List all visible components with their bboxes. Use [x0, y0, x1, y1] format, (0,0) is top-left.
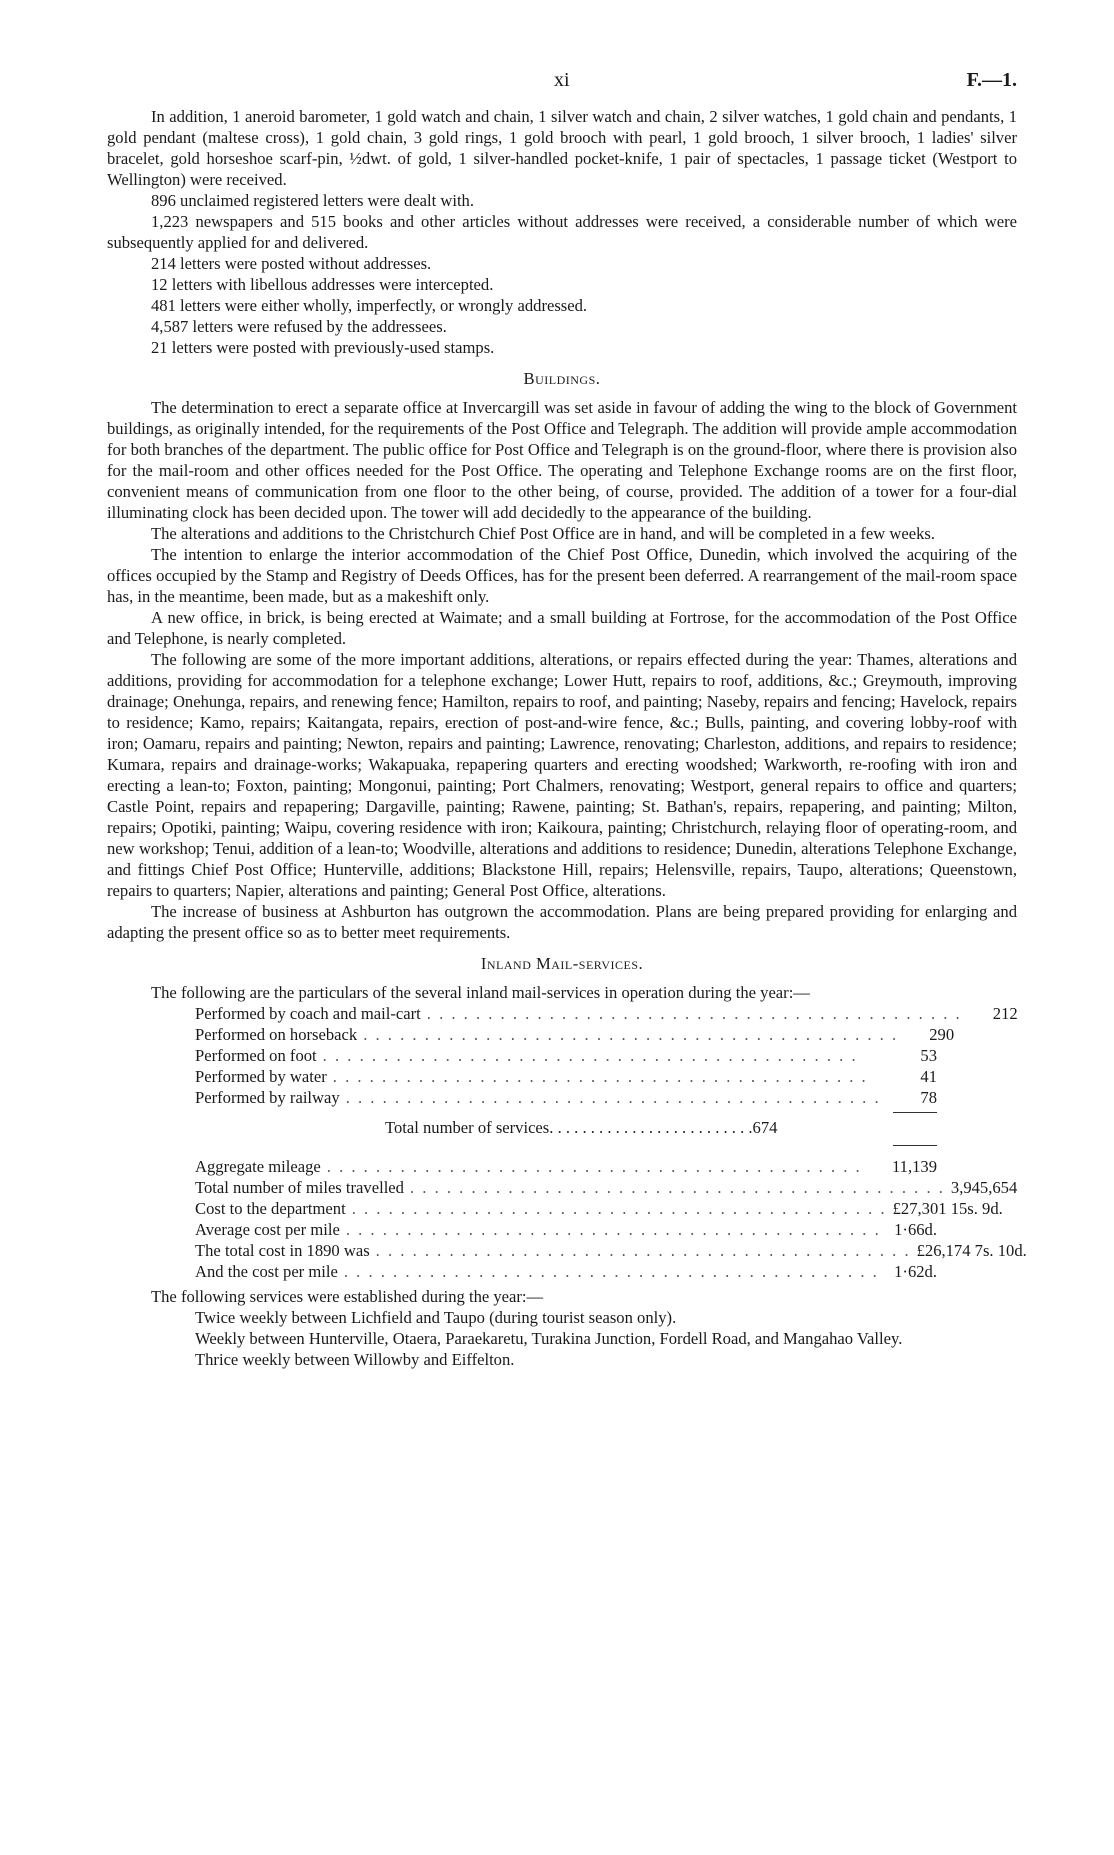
sum-rule [893, 1112, 937, 1113]
inland-intro: The following are the particulars of the several inland mail-services in operation during the year:— [151, 983, 810, 1002]
page-number: xi [554, 69, 570, 91]
buildings-paragraph: A new office, in brick, is being erected at Waimate; and a small building at Fortrose, for the accommodation of the Post Office and Telephone, is nearly completed. [107, 608, 1017, 648]
established-service: Twice weekly between Lichfield and Taupo (during tourist season only). [195, 1308, 677, 1327]
inland-heading: Inland Mail-services. [480, 954, 644, 973]
stat-row: And the cost per mile . . . . . . . . . . . . . . . . . . . . . . . . . . . . . . . . . . . . . . . . . . . . 1·62d. [195, 1262, 937, 1281]
intro-line: 4,587 letters were refused by the addressees. [151, 317, 447, 336]
established-intro: The following services were established during the year:— [151, 1287, 544, 1306]
buildings-paragraph: The following are some of the more important additions, alterations, or repairs effected during the year: Thames, alterations and additions, providing for accommodation for a telephone exchange; Lower Hutt, repairs to roof, additions, &c.; Greymouth, improving drainage; Onehunga, repairs, and renewing fence; Hamilton, repairs to roof, and painting; Naseby, repairs and fencing; Havelock, repairs to residence; Kamo, repairs; Kaitangata, repairs, erection of post-and-wire fence, &c.; Bulls, painting, and covering lobby-roof with iron; Oamaru, repairs and painting; Newton, repairs and painting; Lawrence, renovating; Charleston, additions, and repairs to residence; Kumara, repairs and drainage-works; Wakapuaka, repapering quarters and erecting woodshed; Warkworth, re-roofing with iron and erecting a lean-to; Foxton, painting; Mongonui, painting; Port Chalmers, renovating; Westport, general repairs to office and quarters; Castle Point, repairs and repapering; Dargaville, painting; Rawene, painting; St. Bathan's, repairs, repapering, and painting; Milton, repairs; Opotiki, painting; Waipu, covering residence with iron; Kaikoura, painting; Christchurch, relaying floor of operating-room, and new workshop; Tenui, addition of a lean-to; Woodville, alterations and additions to residence; Dunedin, alterations Telephone Exchange, and fittings Chief Post Office; Hunterville, additions; Blackstone Hill, repairs; Helensville, repairs, Taupo, alterations; Queenstown, repairs to quarters; Napier, alterations and painting; General Post Office, alterations. [107, 650, 1017, 900]
buildings-paragraph: The increase of business at Ashburton has outgrown the accommodation. Plans are being prepared providing for enlarging and adapting the present office so as to better meet requirements. [107, 902, 1017, 942]
service-row: Performed on horseback . . . . . . . . . . . . . . . . . . . . . . . . . . . . . . . . . . . . . . . . . . . . 290 [195, 1025, 955, 1044]
document-reference: F.—1. [966, 69, 1017, 91]
sum-rule [893, 1145, 937, 1146]
buildings-paragraph: The intention to enlarge the interior accommodation of the Chief Post Office, Dunedin, which involved the acquiring of the offices occupied by the Stamp and Registry of Deeds Offices, has for the present been deferred. A rearrangement of the mail-room space has, in the meantime, been made, but as a makeshift only. [107, 545, 1017, 606]
intro-line: 481 letters were either wholly, imperfectly, or wrongly addressed. [151, 296, 588, 315]
stat-row: Total number of miles travelled . . . . . . . . . . . . . . . . . . . . . . . . . . . . . . . . . . . . . . . . . . . . 3,945,654 [195, 1178, 1018, 1197]
buildings-heading: Buildings. [523, 369, 601, 388]
intro-paragraph: 1,223 newspapers and 515 books and other articles without addresses were received, a considerable number of which were subsequently applied for and delivered. [107, 212, 1017, 252]
stat-row: Cost to the department . . . . . . . . . . . . . . . . . . . . . . . . . . . . . . . . . . . . . . . . . . . . £27,301 15s. 9d. [195, 1199, 1003, 1218]
established-service: Thrice weekly between Willowby and Eiffelton. [195, 1350, 515, 1369]
intro-line: 12 letters with libellous addresses were intercepted. [151, 275, 494, 294]
intro-line: 21 letters were posted with previously-used stamps. [151, 338, 495, 357]
stat-row: Aggregate mileage . . . . . . . . . . . . . . . . . . . . . . . . . . . . . . . . . . . . . . . . . . . . 11,139 [195, 1157, 937, 1176]
total-row: Total number of services . . . . . . . . . . . . . . . . . . . . . . . . . 674 [385, 1118, 778, 1137]
stat-row: The total cost in 1890 was . . . . . . . . . . . . . . . . . . . . . . . . . . . . . . . . . . . . . . . . . . . . £26,174 7s. 10d. [195, 1241, 1027, 1260]
service-row: Performed on foot . . . . . . . . . . . . . . . . . . . . . . . . . . . . . . . . . . . . . . . . . . . . 53 [195, 1046, 937, 1065]
intro-line: 896 unclaimed registered letters were dealt with. [151, 191, 474, 210]
service-row: Performed by water . . . . . . . . . . . . . . . . . . . . . . . . . . . . . . . . . . . . . . . . . . . . 41 [195, 1067, 937, 1086]
services-table [195, 1003, 1027, 1282]
intro-paragraph: In addition, 1 aneroid barometer, 1 gold watch and chain, 1 silver watch and chain, 2 silver watches, 1 gold chain and pendants, 1 gold pendant (maltese cross), 1 gold chain, 3 gold rings, 1 gold brooch with pearl, 1 gold brooch, 1 silver brooch, 1 ladies' silver bracelet, gold horseshoe scarf-pin, ½dwt. of gold, 1 silver-handled pocket-knife, 1 pair of spectacles, 1 passage ticket (Westport to Wellington) were received. [107, 107, 1017, 189]
established-service: Weekly between Hunterville, Otaera, Paraekaretu, Turakina Junction, Fordell Road, and Mangahao Valley. [195, 1329, 903, 1348]
document-page [107, 69, 1027, 1370]
page-header [107, 70, 1017, 106]
buildings-paragraph: The alterations and additions to the Christchurch Chief Post Office are in hand, and will be completed in a few weeks. [151, 524, 935, 543]
buildings-paragraph: The determination to erect a separate office at Invercargill was set aside in favour of adding the wing to the block of Government buildings, as originally intended, for the requirements of the Post Office and Telegraph. The addition will provide ample accommodation for both branches of the department. The public office for Post Office and Telegraph is on the ground-floor, where there is provision also for the mail-room and other offices needed for the Post Office. The operating and Telephone Exchange rooms are on the first floor, convenient means of communication from one floor to the other being, of course, provided. The addition of a tower for a four-dial illuminating clock has been decided upon. The tower will add decidedly to the appearance of the building. [107, 398, 1017, 522]
stat-row: Average cost per mile . . . . . . . . . . . . . . . . . . . . . . . . . . . . . . . . . . . . . . . . . . . . 1·66d. [195, 1220, 937, 1239]
service-row: Performed by coach and mail-cart . . . . . . . . . . . . . . . . . . . . . . . . . . . . . . . . . . . . . . . . . . . . 212 [195, 1004, 1018, 1023]
intro-line: 214 letters were posted without addresses. [151, 254, 432, 273]
service-row: Performed by railway . . . . . . . . . . . . . . . . . . . . . . . . . . . . . . . . . . . . . . . . . . . . 78 [195, 1088, 937, 1107]
